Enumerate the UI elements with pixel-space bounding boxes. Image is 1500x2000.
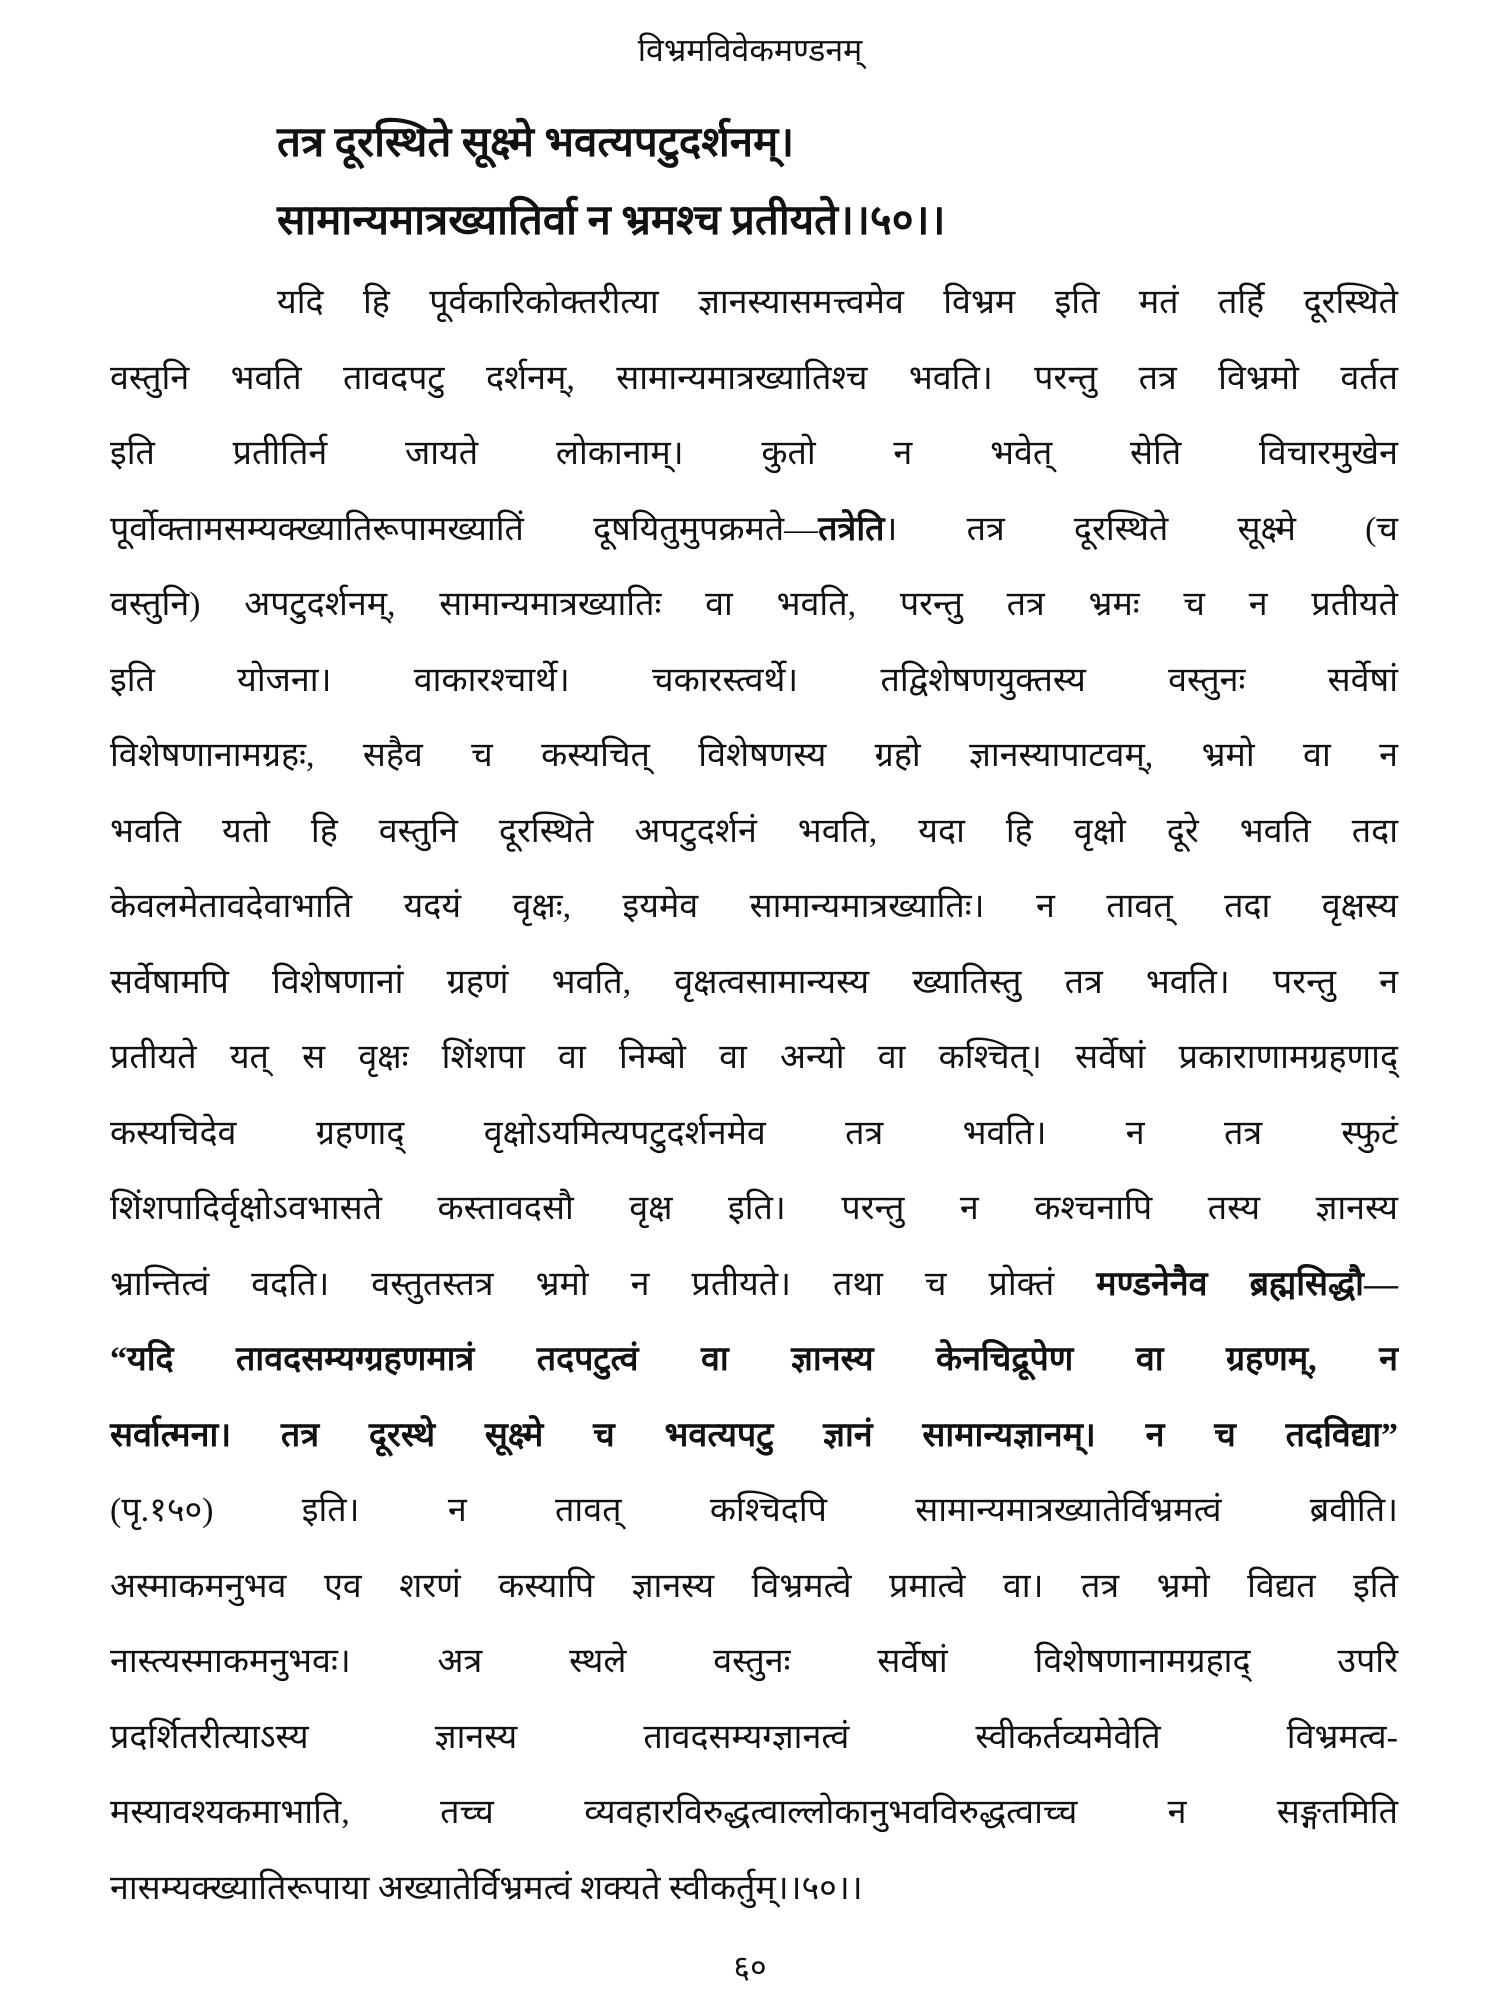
body-line bbox=[110, 1716, 1398, 1760]
running-header: विभ्रमविवेकमण्डनम् bbox=[637, 32, 863, 68]
body-line bbox=[110, 659, 1398, 703]
bold-citation: मण्डनेनैव ब्रह्मसिद्धौ— bbox=[1096, 1266, 1398, 1303]
text: । तत्र दूरस्थिते सूक्ष्मे (च bbox=[884, 511, 1399, 548]
quote-line bbox=[110, 1338, 1398, 1382]
text: कस्यचिदेव ग्रहणाद् वृक्षोऽयमित्यपटुदर्शनमेव तत्र भवति। न तत्र स्फुटं bbox=[110, 1115, 1398, 1152]
text: इति योजना। वाकारश्चार्थे। चकारस्त्वर्थे। तद्विशेषणयुक्तस्य वस्तुनः सर्वेषां bbox=[110, 662, 1398, 699]
text: वस्तुनि) अपटुदर्शनम्, सामान्यमात्रख्यातिः वा भवति, परन्तु तत्र भ्रमः च न प्रतीयते bbox=[110, 586, 1398, 623]
body-line bbox=[110, 961, 1398, 1005]
body-line bbox=[110, 1263, 1398, 1307]
text: इति प्रतीतिर्न जायते लोकानाम्। कुतो न भवेत् सेति विचारमुखेन bbox=[110, 435, 1398, 472]
body-line bbox=[110, 1791, 1398, 1835]
text: वस्तुनि भवति तावदपटु दर्शनम्, सामान्यमात्रख्यातिश्च भवति। परन्तु तत्र विभ्रमो वर्तत bbox=[110, 360, 1398, 397]
text: नासम्यक्ख्यातिरूपाया अख्यातेर्विभ्रमत्वं शक्यते स्वीकर्तुम्।।५०।। bbox=[110, 1870, 863, 1907]
body-line bbox=[110, 1187, 1398, 1231]
text: विशेषणानामग्रहः, सहैव च कस्यचित् विशेषणस्य ग्रहो ज्ञानस्यापाटवम्, भ्रमो वा न bbox=[110, 737, 1398, 774]
text: सर्वात्मना। तत्र दूरस्थे सूक्ष्मे च भवत्यपटु ज्ञानं सामान्यज्ञानम्। न च तदविद्या” bbox=[110, 1417, 1398, 1454]
page-number: ६० bbox=[733, 1949, 767, 1985]
body-line bbox=[110, 508, 1398, 552]
body-line bbox=[110, 281, 1398, 325]
body-line bbox=[110, 810, 1398, 854]
body-line bbox=[110, 357, 1398, 401]
bold-term: तत्रेति bbox=[818, 511, 885, 548]
body-line bbox=[110, 583, 1398, 627]
body-line bbox=[110, 432, 1398, 476]
text: केवलमेतावदेवाभाति यदयं वृक्षः, इयमेव सामान्यमात्रख्यातिः। न तावत् तदा वृक्षस्य bbox=[110, 888, 1398, 925]
text: प्रदर्शितरीत्याऽस्य ज्ञानस्य तावदसम्यग्ज्ञानत्वं स्वीकर्तव्यमेवेति विभ्रमत्व- bbox=[110, 1719, 1398, 1756]
text: “यदि तावदसम्यग्ग्रहणमात्रं तदपटुत्वं वा ज्ञानस्य केनचिद्रूपेण वा ग्रहणम्, न bbox=[110, 1341, 1398, 1378]
body-line bbox=[110, 1867, 1398, 1911]
verse-line-2: सामान्यमात्रख्यातिर्वा न भ्रमश्च प्रतीयते।।५०।। bbox=[277, 198, 946, 244]
body-line bbox=[110, 734, 1398, 778]
body-line bbox=[110, 1565, 1398, 1609]
body-line bbox=[110, 885, 1398, 929]
body-line bbox=[110, 1489, 1398, 1533]
text: अस्माकमनुभव एव शरणं कस्यापि ज्ञानस्य विभ्रमत्वे प्रमात्वे वा। तत्र भ्रमो विद्यत इति bbox=[110, 1568, 1398, 1605]
body-line bbox=[110, 1112, 1398, 1156]
text: शिंशपादिर्वृक्षोऽवभासते कस्तावदसौ वृक्ष इति। परन्तु न कश्चनापि तस्य ज्ञानस्य bbox=[110, 1190, 1398, 1227]
text: भ्रान्तित्वं वदति। वस्तुतस्तत्र भ्रमो न प्रतीयते। तथा च प्रोक्तं bbox=[110, 1266, 1097, 1303]
text: सर्वेषामपि विशेषणानां ग्रहणं भवति, वृक्षत्वसामान्यस्य ख्यातिस्तु तत्र भवति। परन्तु न bbox=[110, 964, 1398, 1001]
text: नास्त्यस्माकमनुभवः। अत्र स्थले वस्तुनः सर्वेषां विशेषणानामग्रहाद् उपरि bbox=[110, 1643, 1398, 1680]
body-line bbox=[110, 1036, 1398, 1080]
text: (पृ.१५०) इति। न तावत् कश्चिदपि सामान्यमात्रख्यातेर्विभ्रमत्वं ब्रवीति। bbox=[110, 1492, 1398, 1529]
text: पूर्वोक्तामसम्यक्ख्यातिरूपामख्यातिं दूषयितुमुपक्रमते— bbox=[110, 511, 819, 548]
text: प्रतीयते यत् स वृक्षः शिंशपा वा निम्बो वा अन्यो वा कश्चित्। सर्वेषां प्रकाराणामग्रहणाद् bbox=[110, 1039, 1398, 1076]
text: यदि हि पूर्वकारिकोक्तरीत्या ज्ञानस्यासमत्त्वमेव विभ्रम इति मतं तर्हि दूरस्थिते bbox=[277, 284, 1398, 321]
text: मस्यावश्यकमाभाति, तच्च व्यवहारविरुद्धत्वाल्लोकानुभवविरुद्धत्वाच्च न सङ्गतमिति bbox=[110, 1794, 1398, 1831]
body-line bbox=[110, 1640, 1398, 1684]
verse-line-1: तत्र दूरस्थिते सूक्ष्मे भवत्यपटुदर्शनम्। bbox=[277, 120, 795, 166]
quote-line bbox=[110, 1414, 1398, 1458]
text: भवति यतो हि वस्तुनि दूरस्थिते अपटुदर्शनं भवति, यदा हि वृक्षो दूरे भवति तदा bbox=[110, 813, 1398, 850]
